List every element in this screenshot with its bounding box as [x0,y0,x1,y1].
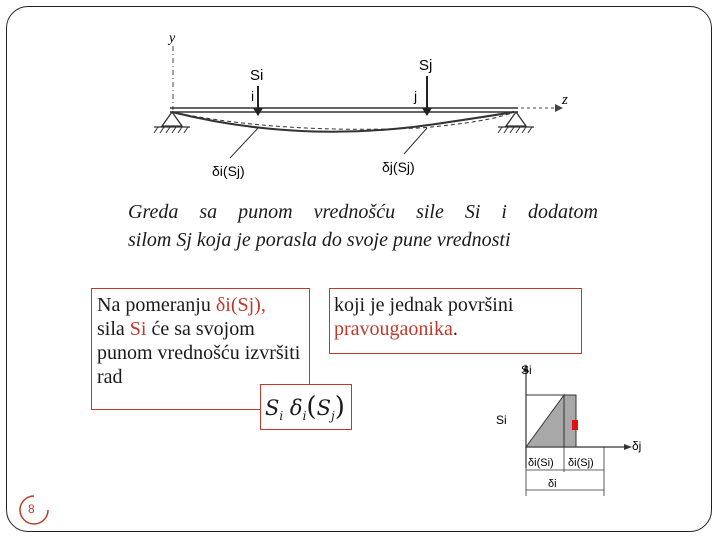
seg2-label: δi(Sj) [568,457,594,469]
right-support-hatch [498,127,532,133]
right-text-part-2: . [452,318,458,340]
leader-line-j [404,128,427,154]
z-axis-label: z [562,92,568,108]
work-level-label: Si [496,413,507,427]
text-part-2: sila [97,318,130,340]
y-axis-label: y [169,31,176,46]
leader-line-i [230,128,258,158]
delta-term: δi(Sj), [215,294,266,316]
beam-diagram [150,28,590,190]
force-si-label: Si [250,67,264,84]
force-sj-label: Sj [419,57,433,74]
right-text-part-1: koji je jednak površini [334,294,514,316]
work-axis-x-label: δj [632,439,642,453]
rectangle-area-box [329,288,582,354]
left-support-hatch [154,127,188,133]
highlight-marker [572,420,578,430]
caption-line-1: Greda sa punom vrednošću sile Si i dodatom [128,201,598,223]
work-axis-y-label: Si [521,363,532,377]
point-i-label: i [251,88,255,104]
force-term: Si [129,318,147,340]
text-part-1: Na pomeranju [97,294,216,316]
work-formula: $S_i$ $\delta_i(S_j)$ [260,384,352,430]
seg1-label: δi(Si) [528,457,554,469]
point-j-label: j [414,88,418,104]
deflection-i-label: δi(Sj) [212,163,245,179]
caption [128,198,598,254]
work-diagram [486,358,656,500]
triangle-area [526,395,564,447]
rectangle-term: pravougaonika [334,318,453,340]
deflection-curve-1 [172,112,514,132]
slide-number: 8 [28,502,35,516]
deflection-j-label: δj(Sj) [382,159,415,175]
caption-line-2: silom Sj koja je porasla do svoje pune vrednosti [128,229,511,251]
text-part-3: će sa svojom punom vrednošću izvršiti rad [97,318,301,388]
total-label: δi [548,478,557,490]
